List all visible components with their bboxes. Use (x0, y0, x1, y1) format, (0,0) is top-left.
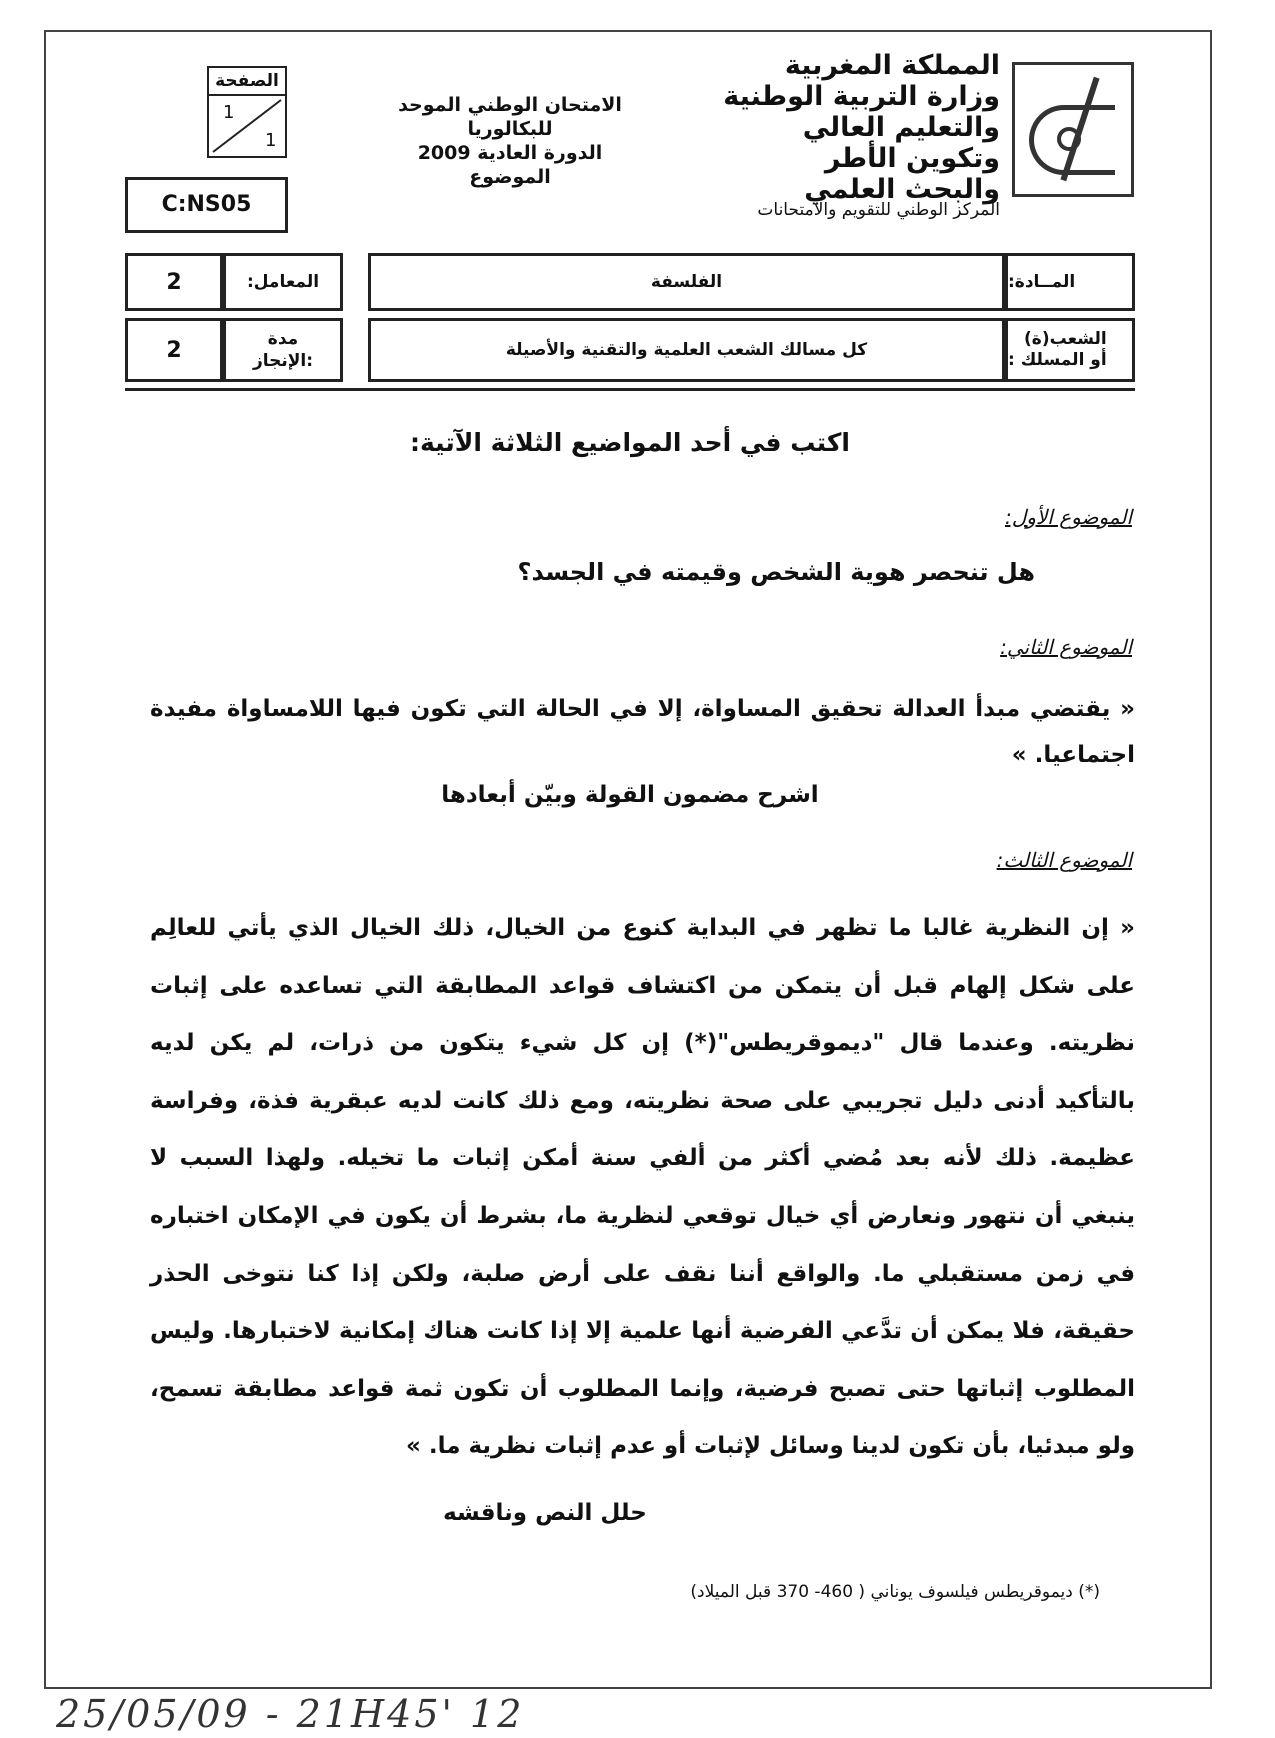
topic1-heading: الموضوع الأول: (1004, 505, 1132, 529)
topic2-quote: « يقتضي مبدأ العدالة تحقيق المساواة، إلا في الحالة التي تكون فيها اللامساواة مفيدة اجتماعيا. » (150, 696, 1135, 768)
subject-value: الفلسفة (368, 253, 1005, 311)
page-label: الصفحة (209, 68, 285, 96)
duration-label-line: الإنجاز: (252, 351, 314, 371)
subject-label: المــادة: (1005, 253, 1135, 311)
ministry-line: والبحث العلمي (804, 174, 1000, 205)
stream-row (125, 318, 1135, 382)
duration-label-line: مدة (267, 329, 299, 349)
topic3-task: حلل النص وناقشه (443, 1500, 647, 1526)
stream-label-line: أو المسلك : (1008, 350, 1107, 370)
topic2-heading: الموضوع الثاني: (1000, 635, 1132, 659)
stream-label-line: الشعب(ة) (1024, 329, 1107, 349)
page-number: 1 (223, 102, 235, 123)
page-total: 1 (265, 130, 277, 151)
exam-session: الدورة العادية 2009 (417, 142, 603, 164)
exam-title (360, 93, 660, 189)
duration-label (223, 318, 343, 382)
coefficient-value: 2 (125, 253, 223, 311)
exam-title-line: الامتحان الوطني الموحد للبكالوريا (398, 94, 622, 140)
topic2-task: اشرح مضمون القولة وبيّن أبعادها (441, 782, 819, 808)
footnote: (*) ديموقريطس فيلسوف يوناني ( 460- 370 قبل الميلاد) (690, 1582, 1100, 1602)
ministry-line: وزارة التربية الوطنية (723, 81, 1000, 112)
topic3-heading: الموضوع الثالث: (996, 848, 1132, 872)
topic1-question: هل تنحصر هوية الشخص وقيمته في الجسد؟ (517, 558, 1035, 586)
ministry-logo-icon (1012, 62, 1134, 197)
ministry-name (690, 50, 1000, 205)
center-name: المركز الوطني للتقويم والامتحانات (757, 200, 1000, 220)
topic3-text: « إن النظرية غالبا ما تظهر في البداية كنوع من الخيال، ذلك الخيال الذي يأتي للعالِم على شكل إلهام قبل أن يتمكن من اكتشاف قواعد المطابقة التي تساعده على إثبات نظريته. وعندما قال "ديموقريطس"(*) إن كل شيء يتكون من ذرات، لم يكن لديه بالتأكيد أدنى دليل تجريبي على صحة نظريته، ومع ذلك كانت لديه عبقرية فذة، وفراسة عظيمة. ذلك لأنه بعد مُضي أكثر من ألفي سنة أمكن إثبات ما تخيله. ولهذا السبب لا ينبغي أن نتهور ونعارض أي خيال توقعي لنظرية ما، بشرط أن يكون في الإمكان اختباره في زمن مستقبلي ما. والواقع أننا نقف على أرض صلبة، ولكن إذا كنا نتوخى الحذر حقيقة، فلا يمكن أن تدَّعي الفرضية أنها علمية إلا إذا كانت هناك إمكانية لاختبارها. وليس المطلوب إثباتها حتى تصبح فرضية، وإنما المطلوب أن تكون ثمة قواعد مطابقة تسمح، ولو مبدئيا، بأن تكون لدينا وسائل لإثبات أو عدم إثبات نظرية ما. » (150, 915, 1135, 1460)
stream-label (1005, 318, 1135, 382)
duration-value: 2 (125, 318, 223, 382)
ministry-line: المملكة المغربية (784, 50, 1000, 81)
coefficient-label: المعامل: (223, 253, 343, 311)
handwritten-timestamp: 25/05/09 - 21H45' 12 (56, 1692, 525, 1736)
stream-value: كل مسالك الشعب العلمية والتقنية والأصيلة (368, 318, 1005, 382)
subject-row (125, 253, 1135, 311)
ministry-line: والتعليم العالي (802, 112, 1000, 143)
ministry-line: وتكوين الأطر (824, 143, 1000, 174)
exam-code: C:NS05 (125, 177, 288, 233)
exam-subject-label: الموضوع (469, 166, 551, 188)
header-divider (125, 388, 1135, 391)
page-number-box (207, 66, 287, 158)
instruction: اكتب في أحد المواضيع الثلاثة الآتية: (409, 428, 850, 457)
